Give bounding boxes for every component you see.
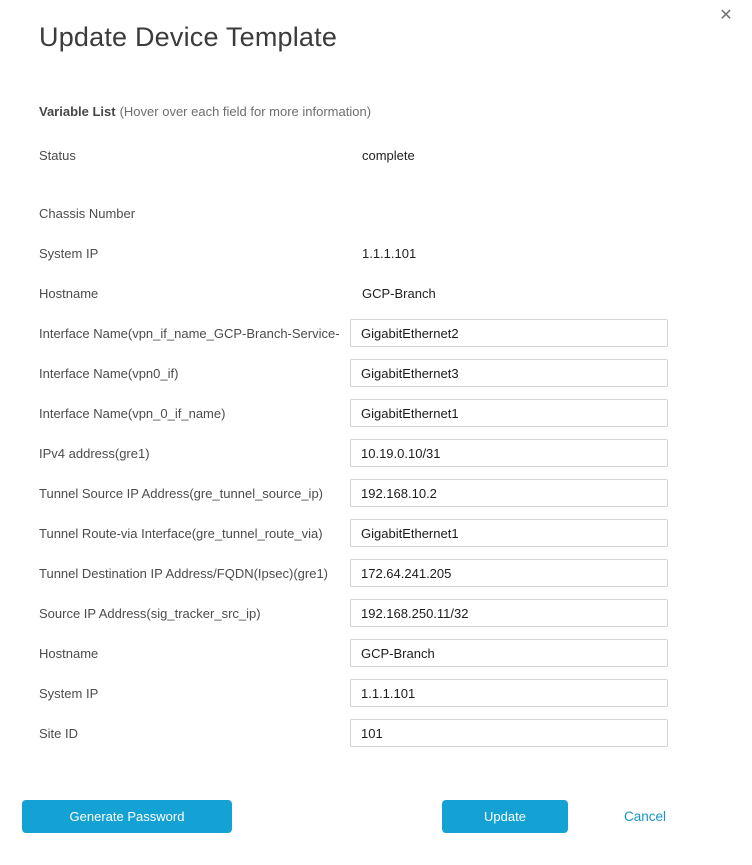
hostname-input[interactable] [350, 639, 668, 667]
source-ip-tracker-input[interactable] [350, 599, 668, 627]
row-interface-name-vpn-0-if-name [39, 399, 668, 427]
row-system-ip-input [39, 679, 668, 707]
row-tunnel-destination-ip [39, 559, 668, 587]
interface-name-service-label: Interface Name(vpn_if_name_GCP-Branch-Service- [39, 325, 340, 341]
page-title: Update Device Template [39, 22, 338, 52]
system-ip-label: System IP [39, 245, 99, 261]
row-interface-name-vpn0-if [39, 359, 668, 387]
row-site-id [39, 719, 668, 747]
system-ip-input[interactable] [350, 679, 668, 707]
row-hostname-static [39, 279, 668, 307]
tunnel-destination-ip-label: Tunnel Destination IP Address/FQDN(Ipsec)(gre1) [39, 565, 329, 581]
hostname-input-label: Hostname [39, 645, 99, 661]
row-ipv4-address-gre1 [39, 439, 668, 467]
variable-list-hint: (Hover over each field for more information) [119, 104, 372, 120]
variable-list-heading [39, 104, 668, 119]
status-label: Status [39, 147, 76, 163]
interface-name-vpn0-if-input[interactable] [350, 359, 668, 387]
site-id-input[interactable] [350, 719, 668, 747]
row-chassis-number [39, 199, 668, 227]
ipv4-address-gre1-label: IPv4 address(gre1) [39, 445, 150, 461]
interface-name-service-input[interactable] [350, 319, 668, 347]
row-system-ip-static [39, 239, 668, 267]
ipv4-address-gre1-input[interactable] [350, 439, 668, 467]
interface-name-vpn-0-if-name-input[interactable] [350, 399, 668, 427]
generate-password-button[interactable]: Generate Password [22, 800, 232, 833]
tunnel-destination-ip-input[interactable] [350, 559, 668, 587]
row-status [39, 141, 668, 169]
hostname-value: GCP-Branch [362, 285, 436, 301]
close-icon[interactable]: ✕ [719, 7, 733, 24]
variable-list-label: Variable List [39, 104, 116, 120]
tunnel-source-ip-input[interactable] [350, 479, 668, 507]
row-hostname-input [39, 639, 668, 667]
interface-name-vpn0-if-label: Interface Name(vpn0_if) [39, 365, 179, 381]
system-ip-value: 1.1.1.101 [362, 245, 417, 261]
hostname-label: Hostname [39, 285, 99, 301]
update-button[interactable]: Update [442, 800, 568, 833]
row-interface-name-service [39, 319, 668, 347]
tunnel-route-via-label: Tunnel Route-via Interface(gre_tunnel_route_via) [39, 525, 323, 541]
tunnel-source-ip-label: Tunnel Source IP Address(gre_tunnel_source_ip) [39, 485, 324, 501]
interface-name-vpn-0-if-name-label: Interface Name(vpn_0_if_name) [39, 405, 226, 421]
tunnel-route-via-input[interactable] [350, 519, 668, 547]
variable-list [39, 141, 668, 747]
source-ip-tracker-label: Source IP Address(sig_tracker_src_ip) [39, 605, 261, 621]
row-source-ip-tracker [39, 599, 668, 627]
system-ip-input-label: System IP [39, 685, 99, 701]
row-tunnel-source-ip [39, 479, 668, 507]
status-value: complete [362, 147, 415, 163]
dialog-footer [0, 800, 752, 833]
cancel-button[interactable]: Cancel [623, 809, 666, 824]
chassis-number-label: Chassis Number [39, 205, 136, 221]
site-id-label: Site ID [39, 725, 79, 741]
row-tunnel-route-via [39, 519, 668, 547]
